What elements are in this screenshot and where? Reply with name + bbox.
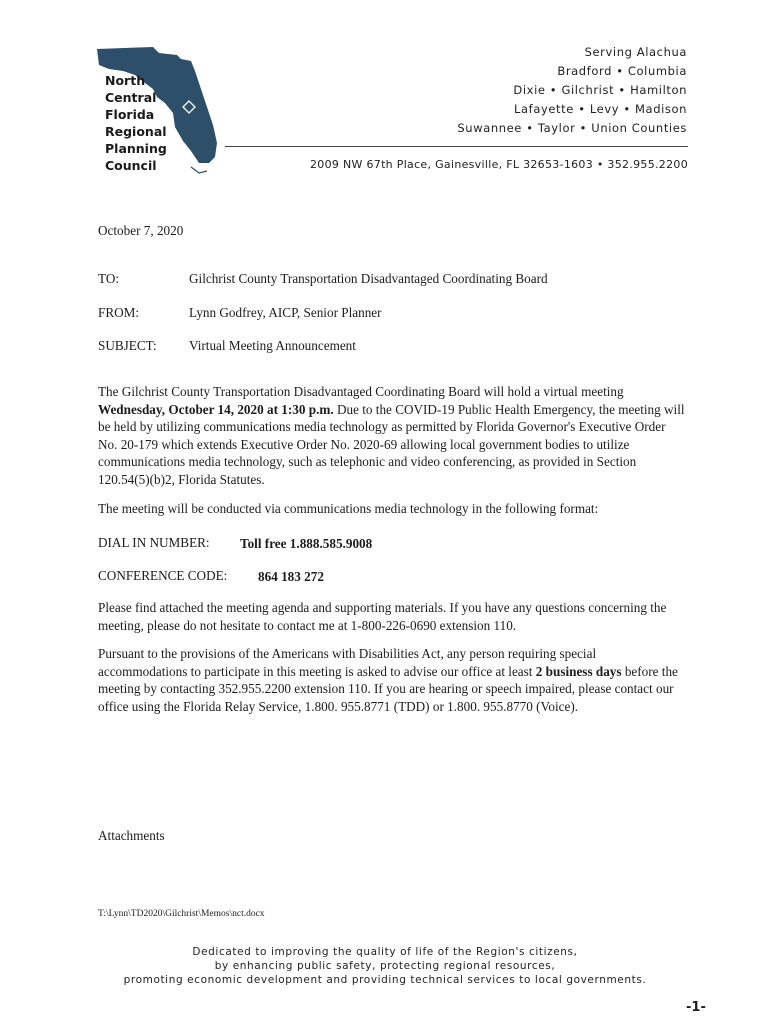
format-paragraph: The meeting will be conducted via communications media technology in the following format:	[98, 501, 599, 516]
serving-line: Bradford • Columbia	[557, 64, 687, 78]
meeting-datetime: Wednesday, October 14, 2020 at 1:30 p.m.	[98, 401, 334, 417]
conference-code-value: 864 183 272	[258, 569, 324, 584]
memo-date: October 7, 2020	[98, 223, 184, 238]
ada-paragraph	[98, 645, 688, 715]
serving-counties	[457, 43, 687, 138]
conference-code-label: CONFERENCE CODE:	[98, 568, 228, 583]
dial-in-number: Toll free 1.888.585.9008	[240, 536, 373, 551]
to-value: Gilchrist County Transportation Disadvantaged Coordinating Board	[189, 271, 548, 286]
from-label: FROM:	[98, 305, 140, 320]
ada-details: before the meeting by contacting 352.955.2200 extension 110. If you are hearing or speech impaired, please contact our office using the Florida Relay Service, 1.800. 955.8771 (TDD) or 1.800. 955.8770 (Voice).	[98, 663, 678, 714]
letterhead-divider	[225, 146, 688, 147]
org-name-line: Florida	[105, 107, 155, 122]
meeting-paragraph	[98, 383, 688, 489]
attachments-label: Attachments	[98, 828, 165, 843]
meeting-intro: The Gilchrist County Transportation Disadvantaged Coordinating Board will hold a virtual meeting	[98, 384, 624, 399]
council-address: 2009 NW 67th Place, Gainesville, FL 32653-1603 • 352.955.2200	[309, 158, 688, 171]
serving-line: Suwannee • Taylor • Union Counties	[457, 121, 687, 135]
ada-notice-period: 2 business days	[535, 663, 622, 679]
from-value: Lynn Godfrey, AICP, Senior Planner	[189, 305, 382, 320]
serving-line: Lafayette • Levy • Madison	[514, 102, 687, 116]
subject-value: Virtual Meeting Announcement	[189, 338, 356, 353]
file-path: T:\Lynn\TD2020\Gilchrist\Memos\nct.docx	[98, 909, 265, 919]
page-number: -1-	[686, 1000, 706, 1015]
ada-intro: Pursuant to the provisions of the Americans with Disabilities Act, any person requiring special accommodations to participate in this meeting is asked to advise our office at least	[98, 646, 597, 679]
serving-line: Serving Alachua	[584, 45, 687, 59]
footer-line: Dedicated to improving the quality of life of the Region's citizens,	[192, 946, 578, 958]
footer-line: by enhancing public safety, protecting regional resources,	[214, 960, 556, 972]
contact-paragraph: Please find attached the meeting agenda and supporting materials. If you have any questions concerning the meeting, please do not hesitate to contact me at 1-800-226-0690 extension 110.	[98, 600, 667, 633]
serving-line: Dixie • Gilchrist • Hamilton	[513, 83, 687, 97]
to-label: TO:	[98, 271, 120, 286]
meeting-details: Due to the COVID-19 Public Health Emergency, the meeting will be held by utilizing communications media technology as permitted by Florida Governor's Executive Order No. 20-179 which extends Executive Order No. 2020-69 allowing local government bodies to utilize communications media technology, such as telephonic and video conferencing, as provided in Section 120.54(5)(b)2, Florida Statutes.	[98, 401, 685, 487]
dial-in-label: DIAL IN NUMBER:	[98, 535, 210, 550]
footer-line: promoting economic development and providing technical services to local governments.	[123, 974, 647, 986]
org-name-line: Council	[105, 158, 157, 173]
org-name-line: Planning	[105, 141, 167, 156]
org-name-line: North	[105, 73, 146, 88]
org-name-line: Regional	[105, 124, 167, 139]
footer-mission	[0, 945, 770, 987]
org-name-line: Central	[105, 90, 157, 105]
subject-label: SUBJECT:	[98, 338, 157, 353]
council-logo	[95, 45, 230, 185]
